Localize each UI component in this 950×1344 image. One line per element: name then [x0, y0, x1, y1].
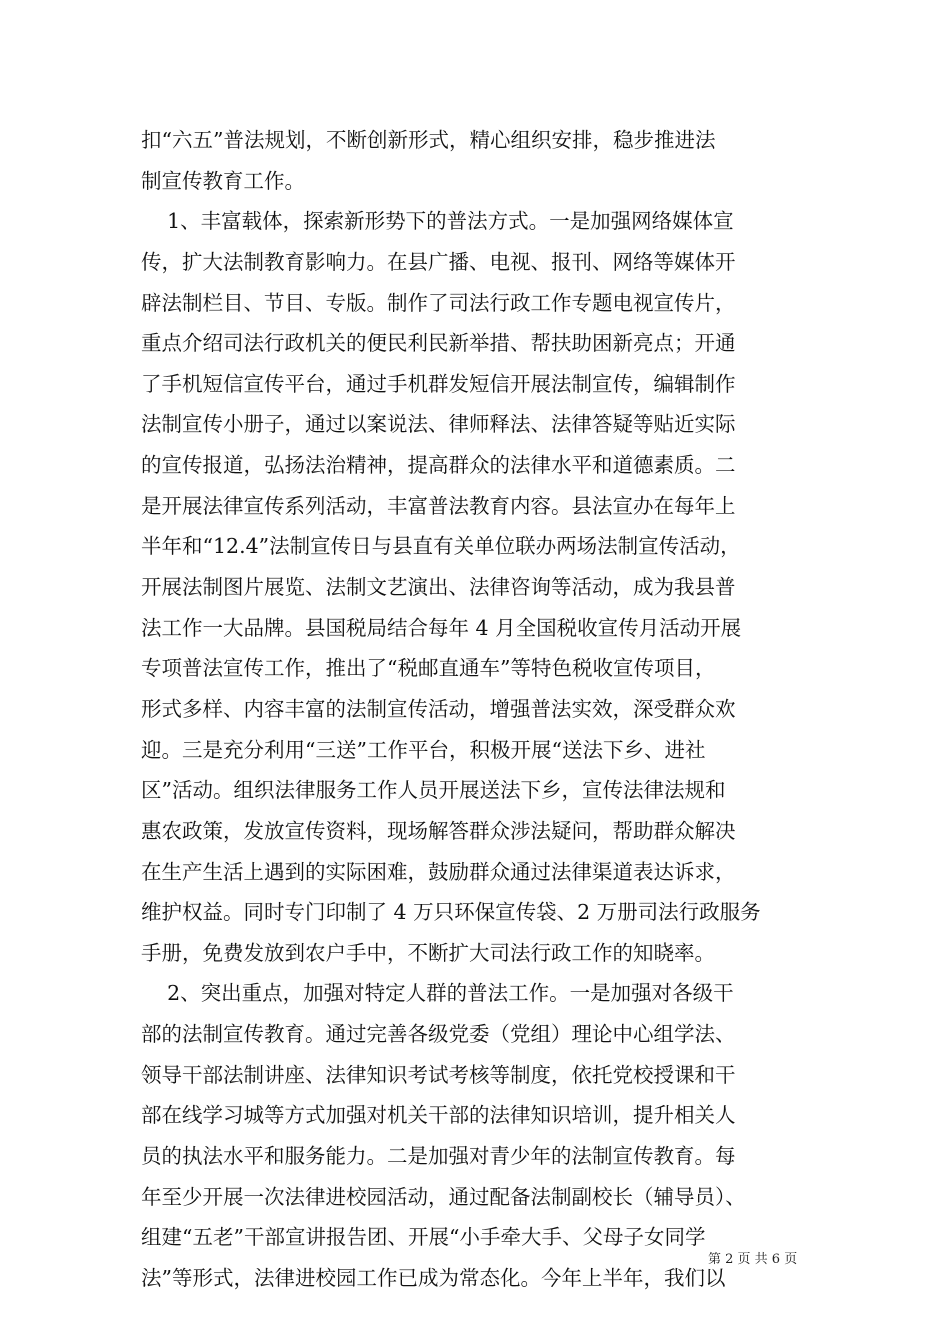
text-line: 半年和“12.4”法制宣传日与县直有关单位联办两场法制宣传活动，: [141, 534, 741, 559]
text-line: 组建“五老”干部宣讲报告团、开展“小手牵大手、父母子女同学: [141, 1225, 706, 1250]
text-line: 维护权益。同时专门印制了 4 万只环保宣传袋、2 万册司法行政服务: [141, 900, 761, 925]
text-line: 传，扩大法制教育影响力。在县广播、电视、报刊、网络等媒体开: [141, 249, 736, 274]
page-number-footer: 第 2 页 共 6 页: [708, 1252, 798, 1267]
text-line: 领导干部法制讲座、法律知识考试考核等制度，依托党校授课和干: [141, 1062, 736, 1087]
text-line: 区”活动。组织法律服务工作人员开展送法下乡，宣传法律法规和: [141, 778, 726, 803]
text-line: 法”等形式，法律进校园工作已成为常态化。今年上半年，我们以: [141, 1265, 726, 1290]
text-line: 部在线学习城等方式加强对机关干部的法律知识培训，提升相关人: [141, 1103, 736, 1128]
text-line: 员的执法水平和服务能力。二是加强对青少年的法制宣传教育。每: [141, 1144, 736, 1169]
text-line: 开展法制图片展览、法制文艺演出、法律咨询等活动，成为我县普: [141, 575, 736, 600]
text-line: 的宣传报道，弘扬法治精神，提高群众的法律水平和道德素质。二: [141, 453, 736, 478]
document-body: [141, 120, 821, 1299]
text-line: 1、丰富载体，探索新形势下的普法方式。一是加强网络媒体宣: [141, 209, 734, 234]
text-line: 惠农政策，发放宣传资料，现场解答群众涉法疑问，帮助群众解决: [141, 818, 736, 843]
text-line: 形式多样、内容丰富的法制宣传活动，增强普法实效，深受群众欢: [141, 696, 736, 721]
text-line: 专项普法宣传工作，推出了“税邮直通车”等特色税收宣传项目，: [141, 656, 716, 681]
text-line: 了手机短信宣传平台，通过手机群发短信开展法制宣传，编辑制作: [141, 371, 736, 396]
text-line: 手册，免费发放到农户手中，不断扩大司法行政工作的知晓率。: [141, 940, 715, 965]
text-line: 辟法制栏目、节目、专版。制作了司法行政工作专题电视宣传片，: [141, 290, 736, 315]
text-line: 在生产生活上遇到的实际困难，鼓励群众通过法律渠道表达诉求，: [141, 859, 736, 884]
text-line: 是开展法律宣传系列活动，丰富普法教育内容。县法宣办在每年上: [141, 493, 736, 518]
text-line: 部的法制宣传教育。通过完善各级党委（党组）理论中心组学法、: [141, 1022, 736, 1047]
text-line: 法工作一大品牌。县国税局结合每年 4 月全国税收宣传月活动开展: [141, 615, 742, 640]
text-line: 法制宣传小册子，通过以案说法、律师释法、法律答疑等贴近实际: [141, 412, 736, 437]
text-line: 2、突出重点，加强对特定人群的普法工作。一是加强对各级干: [141, 981, 734, 1006]
text-line: 扣“六五”普法规划，不断创新形式，精心组织安排，稳步推进法: [141, 128, 716, 152]
text-line: 重点介绍司法行政机关的便民利民新举措、帮扶助困新亮点；开通: [141, 331, 736, 356]
text-line: 年至少开展一次法律进校园活动，通过配备法制副校长（辅导员）、: [141, 1184, 746, 1209]
text-line: 制宣传教育工作。: [141, 168, 305, 193]
text-line: 迎。三是充分利用“三送”工作平台，积极开展“送法下乡、进社: [141, 737, 706, 762]
